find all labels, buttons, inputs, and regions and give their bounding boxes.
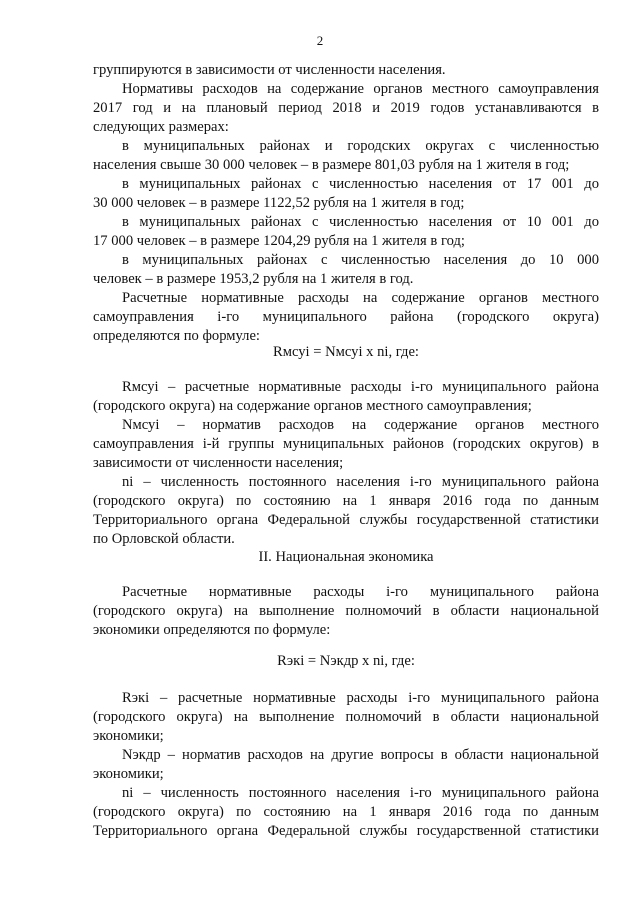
text-line: Rэкi – расчетные нормативные расходы i-го муниципального района bbox=[122, 690, 599, 706]
text-line: группируются в зависимости от численности населения. bbox=[93, 62, 446, 78]
text-line: 2017 год и на плановый период 2018 и 2019 годов устанавливаются в bbox=[93, 100, 599, 116]
text-line: (городского округа) на выполнение полномочий в области национальной bbox=[93, 709, 599, 725]
text-line: в муниципальных районах с численностью населения до 10 000 bbox=[122, 252, 599, 268]
text-line: ni – численность постоянного населения i-го муниципального района bbox=[122, 785, 599, 801]
text-line: (городского округа) по состоянию на 1 января 2016 года по данным bbox=[93, 804, 599, 820]
text-line: экономики; bbox=[93, 728, 164, 744]
text-line: (городского округа) на содержание органов местного самоуправления; bbox=[93, 398, 532, 414]
text-line: Nмсуi – норматив расходов на содержание органов местного bbox=[122, 417, 599, 433]
text-line: в муниципальных районах и городских округах с численностью bbox=[122, 138, 599, 154]
text-line: самоуправления i-го муниципального района (городского округа) bbox=[93, 309, 599, 325]
text-line: (городского округа) на выполнение полномочий в области национальной bbox=[93, 603, 599, 619]
text-line: экономики определяются по формуле: bbox=[93, 622, 331, 638]
text-line: Территориального органа Федеральной службы государственной статистики bbox=[93, 512, 599, 528]
section-heading: II. Национальная экономика bbox=[258, 549, 434, 565]
text-line: самоуправления i-й группы муниципальных районов (городских округов) в bbox=[93, 436, 599, 452]
text-line: человек – в размере 1953,2 рубля на 1 жителя в год. bbox=[93, 271, 414, 287]
text-line: 17 000 человек – в размере 1204,29 рубля на 1 жителя в год; bbox=[93, 233, 465, 249]
text-line: ni – численность постоянного населения i-го муниципального района bbox=[122, 474, 599, 490]
text-line: Rмсуi – расчетные нормативные расходы i-го муниципального района bbox=[122, 379, 599, 395]
text-line: в муниципальных районах с численностью населения от 17 001 до bbox=[122, 176, 599, 192]
text-line: следующих размерах: bbox=[93, 119, 229, 135]
formula: Rэкi = Nэкдр х ni, где: bbox=[277, 653, 415, 669]
text-line: в муниципальных районах с численностью населения от 10 001 до bbox=[122, 214, 599, 230]
text-line: населения свыше 30 000 человек – в размере 801,03 рубля на 1 жителя в год; bbox=[93, 157, 570, 173]
text-line: по Орловской области. bbox=[93, 531, 235, 547]
formula: Rмсуi = Nмсуi х ni, где: bbox=[272, 344, 419, 360]
text-line: Расчетные нормативные расходы i-го муниципального района bbox=[122, 584, 599, 600]
text-line: (городского округа) по состоянию на 1 января 2016 года по данным bbox=[93, 493, 599, 509]
text-line: экономики; bbox=[93, 766, 164, 782]
text-line: Расчетные нормативные расходы на содержание органов местного bbox=[122, 290, 599, 306]
text-line: 30 000 человек – в размере 1122,52 рубля на 1 жителя в год; bbox=[93, 195, 465, 211]
text-line: Территориального органа Федеральной службы государственной статистики bbox=[93, 823, 599, 839]
text-line: Нормативы расходов на содержание органов местного самоуправления bbox=[122, 81, 599, 97]
text-line: определяются по формуле: bbox=[93, 328, 260, 344]
text-line: Nэкдр – норматив расходов на другие вопросы в области национальной bbox=[122, 747, 599, 763]
page-number: 2 bbox=[316, 33, 324, 48]
text-line: зависимости от численности населения; bbox=[93, 455, 344, 471]
